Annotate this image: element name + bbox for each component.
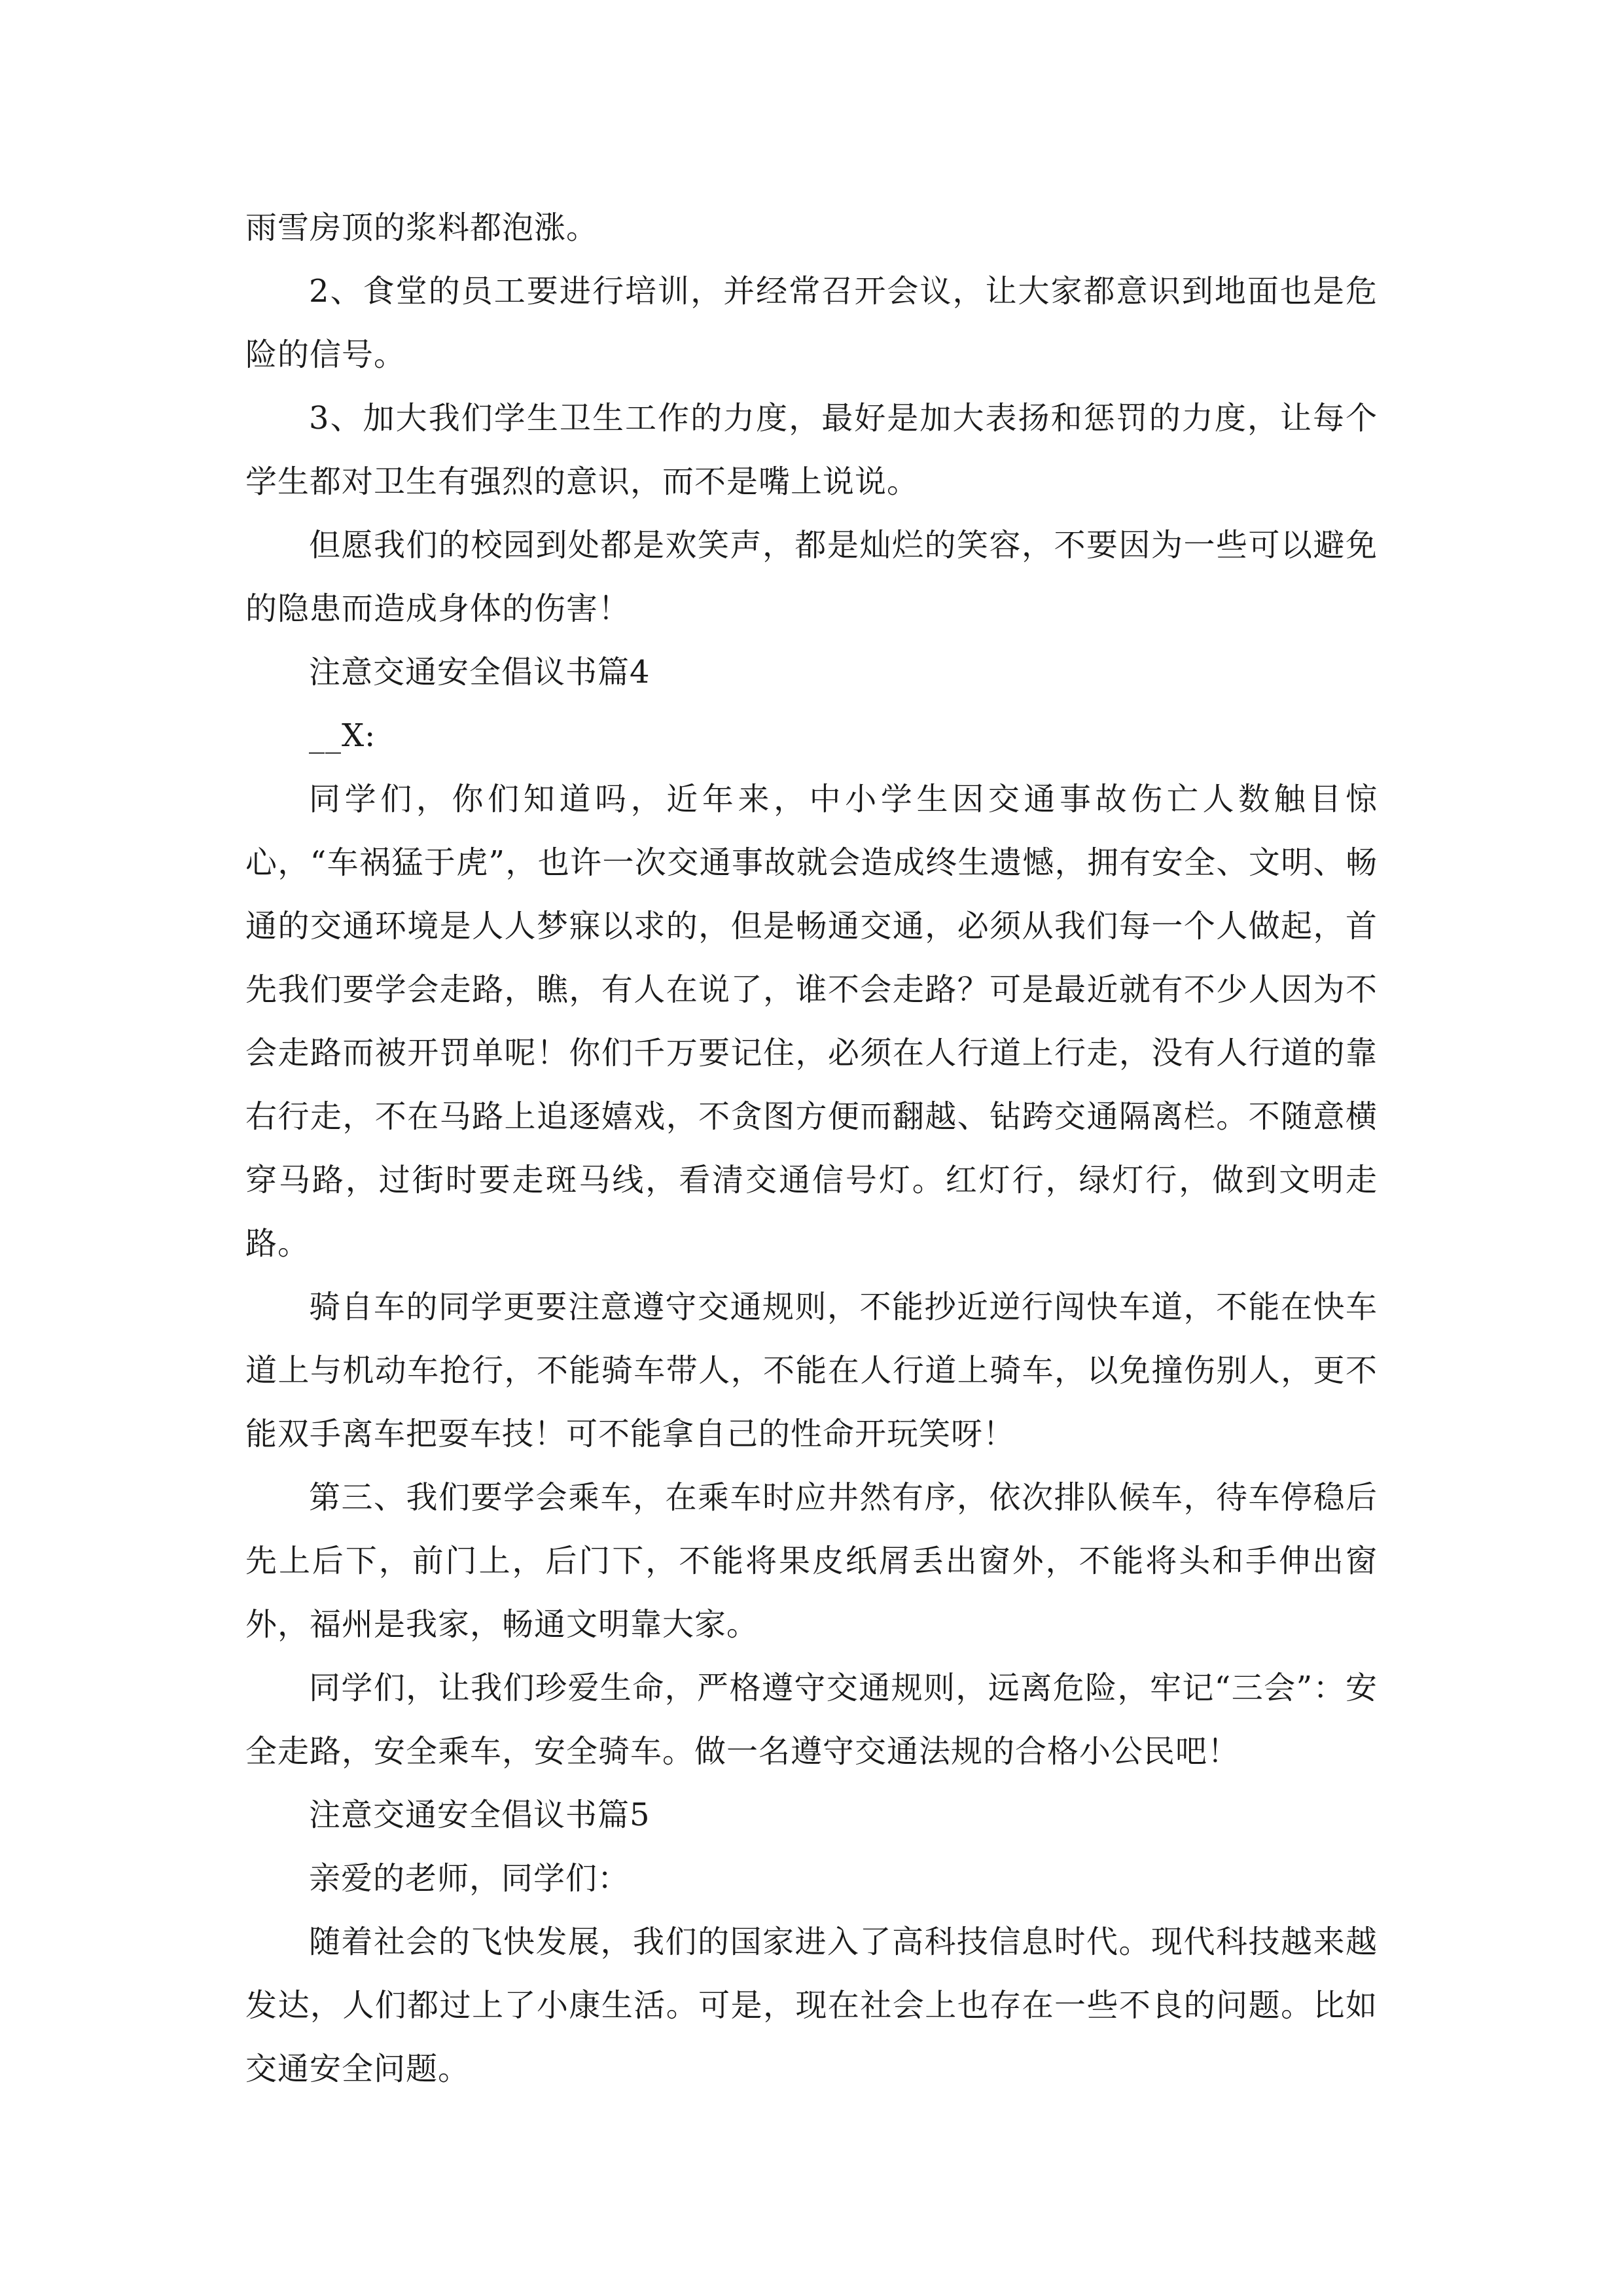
paragraph-continuation: 雨雪房顶的浆料都泡涨。 — [245, 209, 599, 246]
salutation-blank: __X: — [309, 717, 376, 754]
paragraph-walking-safety: 同学们，你们知道吗，近年来，中小学生因交通事故伤亡人数触目惊心，“车祸猛于虎”，也许一次交通事故就会造成终生遗憾，拥有安全、文明、畅通的交通环境是人人梦寐以求的，但是畅通交通，必须从我们每一个人做起，首先我们要学会走路，瞧，有人在说了，谁不会走路？可是最近就有不少人因为不会走路而被开罚单呢！你们千万要记住，必须在人行道上行走，没有人行道的靠右行走，不在马路上追逐嬉戏，不贪图方便而翻越、钻跨交通隔离栏。不随意横穿马路，过街时要走斑马线，看清交通信号灯。红灯行，绿灯行，做到文明走路。 — [245, 781, 1378, 1262]
paragraph-item-3: 3、加大我们学生卫生工作的力度，最好是加大表扬和惩罚的力度，让每个学生都对卫生有强烈的意识，而不是嘴上说说。 — [245, 400, 1378, 500]
salutation-teachers-students: 亲爱的老师，同学们： — [309, 1860, 630, 1897]
section-heading-4: 注意交通安全倡议书篇4 — [309, 654, 651, 691]
paragraph-cycling-safety: 骑自车的同学更要注意遵守交通规则，不能抄近逆行闯快车道，不能在快车道上与机动车抢行，不能骑车带人，不能在人行道上骑车，以免撞伤别人，更不能双手离车把耍车技！可不能拿自己的性命开玩笑呀！ — [245, 1289, 1378, 1452]
paragraph-three-rules: 同学们，让我们珍爱生命，严格遵守交通规则，远离危险，牢记“三会”：安全走路，安全乘车，安全骑车。做一名遵守交通法规的合格小公民吧！ — [245, 1670, 1378, 1770]
paragraph-riding-bus: 第三、我们要学会乘车，在乘车时应井然有序，依次排队候车，待车停稳后先上后下，前门上，后门下，不能将果皮纸屑丢出窗外，不能将头和手伸出窗外，福州是我家，畅通文明靠大家。 — [245, 1479, 1378, 1643]
paragraph-item-2: 2、食堂的员工要进行培训，并经常召开会议，让大家都意识到地面也是危险的信号。 — [245, 273, 1378, 373]
document-body — [245, 196, 1378, 2101]
paragraph-closing-wish: 但愿我们的校园到处都是欢笑声，都是灿烂的笑容，不要因为一些可以避免的隐患而造成身体的伤害！ — [245, 527, 1378, 627]
section-heading-5: 注意交通安全倡议书篇5 — [309, 1797, 651, 1833]
paragraph-society-development: 随着社会的飞快发展，我们的国家进入了高科技信息时代。现代科技越来越发达，人们都过上了小康生活。可是，现在社会上也存在一些不良的问题。比如交通安全问题。 — [245, 1924, 1378, 2087]
